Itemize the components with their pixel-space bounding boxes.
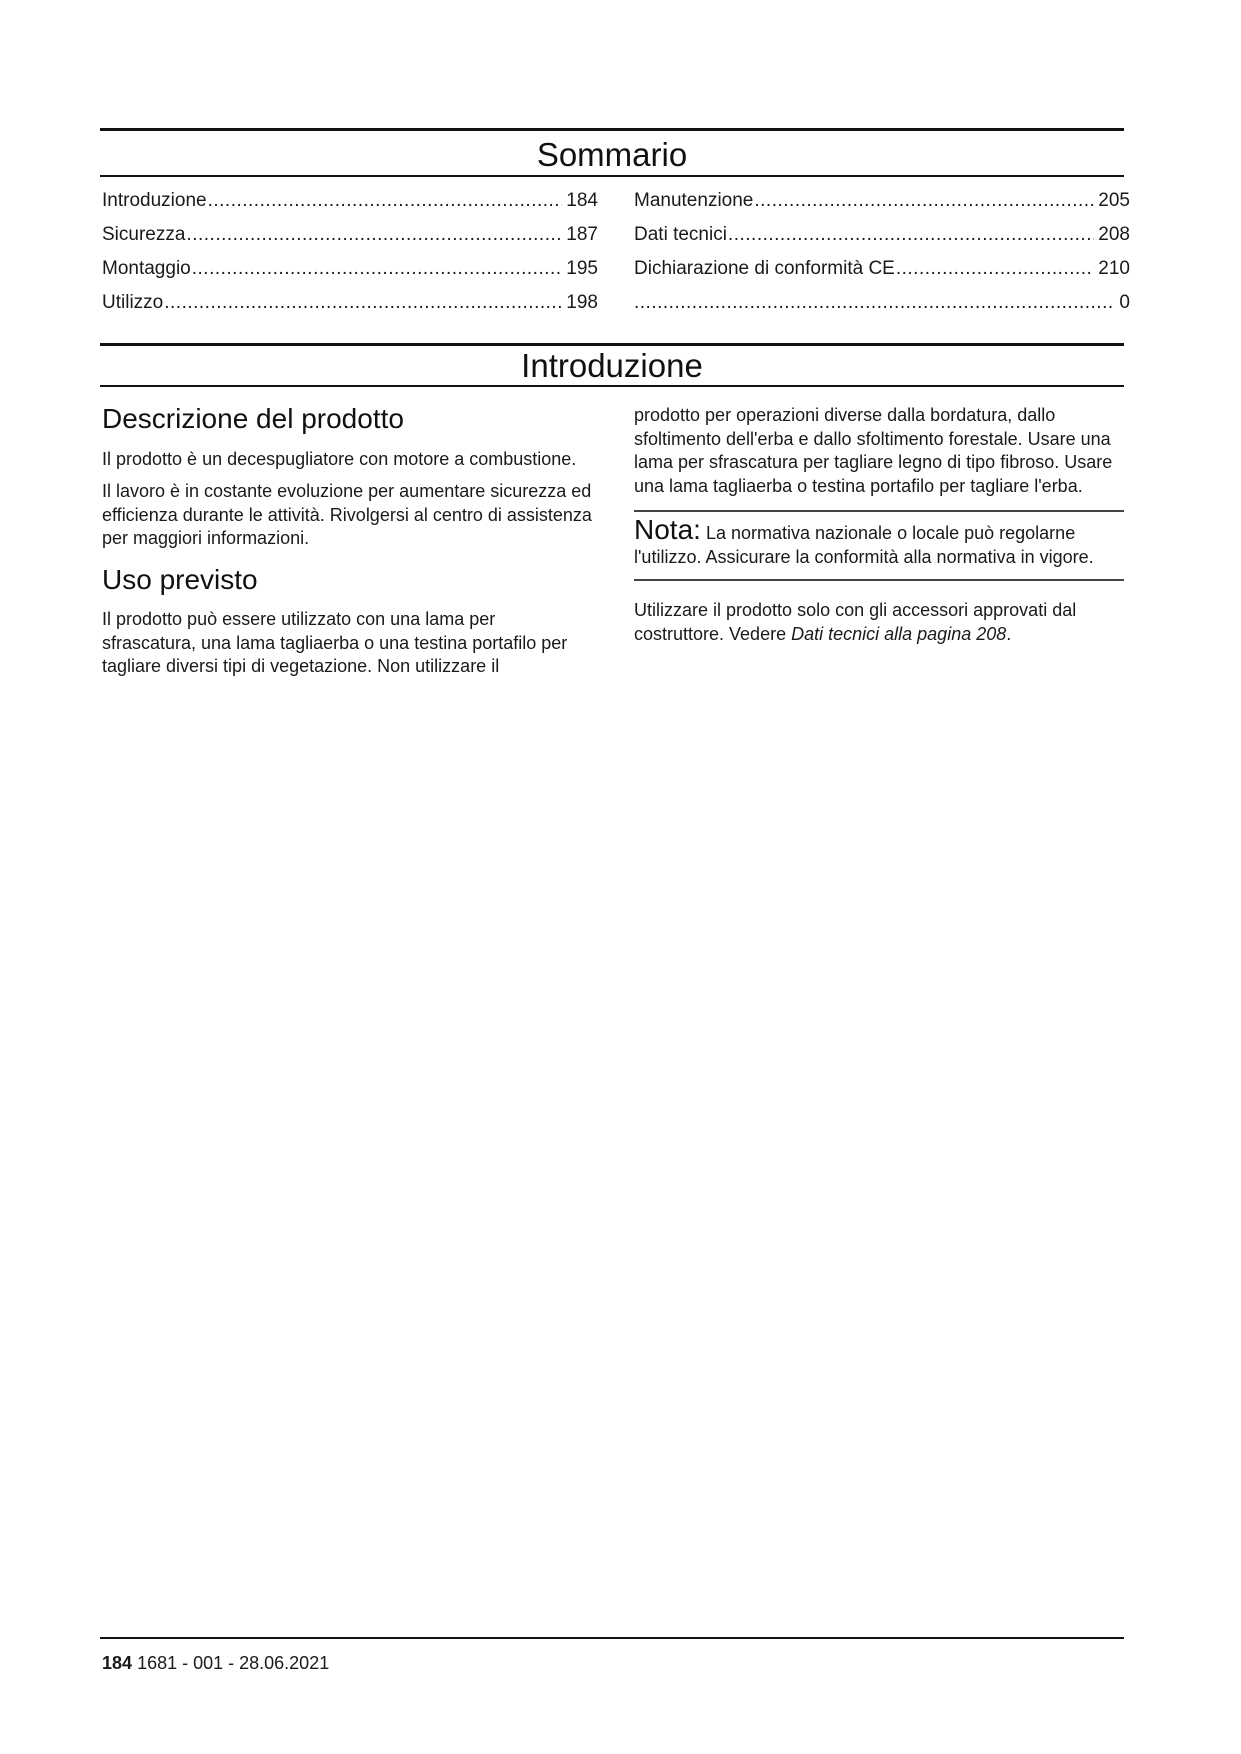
toc-leader-dots [208,190,563,212]
toc-entry-label: Introduzione [102,190,207,211]
toc-entry[interactable] [102,224,598,258]
footer [102,1653,329,1674]
toc-entry-page: 0 [1119,292,1130,313]
toc-top-rule [100,128,1124,131]
toc-entry-page: 195 [566,258,598,279]
toc-title: Sommario [536,136,688,173]
toc-leader-dots [728,224,1094,246]
toc-entry[interactable] [102,258,598,292]
intended-use-text-continued: prodotto per operazioni diverse dalla bordatura, dallo sfoltimento dell'erba e dallo sfoltimento forestale. Usare una lama per sfrascatura per tagliare legno di tipo fibroso. Usare una lama tagliaerba o testina portafilo per tagliare l'erba. [634,405,1113,496]
toc-entry-page: 187 [566,224,598,245]
toc-leader-dots [896,258,1094,280]
toc-entry-label: Utilizzo [102,292,164,313]
toc-entry[interactable] [102,292,598,326]
toc-leader-dots [754,190,1094,212]
toc-entry[interactable] [634,224,1130,258]
intro-bottom-rule [100,385,1124,387]
product-evolution-text: Il lavoro è in costante evoluzione per aumentare sicurezza ed efficienza durante le attività. Rivolgersi al centro di assistenza per maggiori informazioni. [102,481,592,549]
footer-rule [100,1637,1124,1639]
toc-leader-dots [186,224,562,246]
intended-use-heading: Uso previsto [102,563,258,595]
toc-entry[interactable] [634,292,1130,326]
toc-entry-page: 210 [1098,258,1130,279]
toc-entry[interactable] [102,190,598,224]
toc-entry-label: Manutenzione [634,190,754,211]
toc-entry-label: Sicurezza [102,224,186,245]
toc-entry-page: 198 [566,292,598,313]
note-label: Nota: [634,514,701,545]
toc-leader-dots [192,258,563,280]
note-box [634,510,1124,581]
technical-data-link[interactable]: Dati tecnici alla pagina 208 [791,623,1007,644]
intended-use-text: Il prodotto può essere utilizzato con una lama per sfrascatura, una lama tagliaerba o una testina portafilo per tagliare diversi tipi di vegetazione. Non utilizzare il [102,609,568,677]
toc-entry-label: Montaggio [102,258,191,279]
note-text: La normativa nazionale o locale può regolarne l'utilizzo. Assicurare la conformità alla normativa in vigore. [634,523,1094,567]
product-description-text: Il prodotto è un decespugliatore con motore a combustione. [102,448,577,469]
toc-entry-label: Dati tecnici [634,224,727,245]
intro-top-rule [100,343,1124,346]
toc-entry-page: 205 [1098,190,1130,211]
footer-doc-info: 1681 - 001 - 28.06.2021 [137,1653,330,1673]
accessories-sentence: Utilizzare il prodotto solo con gli accessori approvati dal costruttore. Vedere [634,600,1077,644]
product-description-heading: Descrizione del prodotto [102,403,404,434]
toc-leader-dots [634,292,1115,314]
intro-left-column [102,402,592,679]
toc-bottom-rule [100,175,1124,177]
intro-right-column [634,404,1124,646]
accessories-period: . [1006,623,1012,644]
toc-entry-page: 184 [566,190,598,211]
toc-entry[interactable] [634,190,1130,224]
footer-page-number: 184 [102,1653,133,1673]
toc-leader-dots [164,292,562,314]
intro-title: Introduzione [521,347,703,384]
toc-entry-label: Dichiarazione di conformità CE [634,258,895,279]
toc-entry[interactable] [634,258,1130,292]
toc-entry-page: 208 [1098,224,1130,245]
toc-right-column [634,190,1130,326]
toc-left-column [102,190,598,326]
accessories-text [634,599,1124,646]
